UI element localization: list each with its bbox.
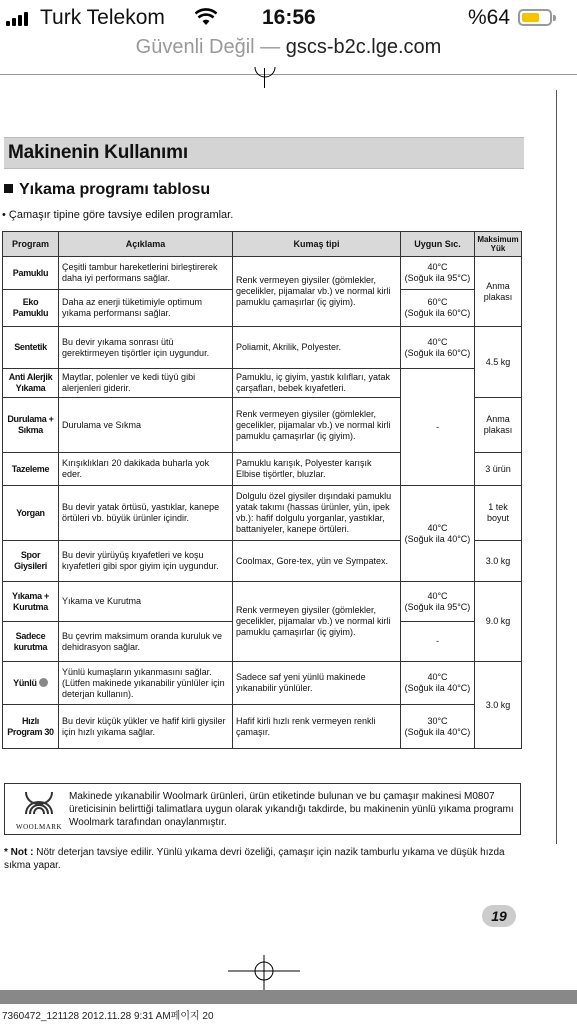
- program-name: Sadece kurutma: [3, 622, 59, 662]
- program-name: Spor Giysileri: [3, 541, 59, 582]
- max-load-cell: 9.0 kg: [475, 582, 522, 662]
- fabric-cell: Renk vermeyen giysiler (gömlekler, gecelikler, pijamalar vb.) ve normal kirli pamuklu çamaşırlar (iç giyim).: [233, 398, 401, 453]
- intro-text: • Çamaşır tipine göre tavsiye edilen programlar.: [2, 209, 234, 221]
- signal-strength-icon: [6, 12, 28, 26]
- woolmark-notice: [4, 783, 521, 835]
- fabric-cell: Coolmax, Gore-tex, yün ve Sympatex.: [233, 541, 401, 582]
- note: * Not : Nötr deterjan tavsiye edilir. Yünlü yıkama devri özeliği, çamaşır için nazik tamburlu yıkama ve düşük hızda sıkma yapar.: [4, 847, 505, 871]
- crop-line: [0, 74, 577, 75]
- wifi-icon: [195, 8, 217, 26]
- url-host: gscs-b2c.lge.com: [285, 36, 442, 58]
- section-title: Yıkama programı tablosu: [4, 181, 210, 199]
- program-name: Sentetik: [3, 327, 59, 369]
- woolmark-text: Makinede yıkanabilir Woolmark ürünleri, ürün etiketinde bulunan ve bu çamaşır makinesi M0807 üreticisinin belirttiği talimatlara uygun olarak yıkandığı takdirde, bu makinenin yünlü yıkama programı Woolmark tarafından onaylanmıştır.: [69, 791, 514, 828]
- status-bar: [0, 0, 577, 36]
- temperature-cell: 40°C (Soğuk ila 95°C): [401, 257, 475, 290]
- column-header: Kumaş tipi: [233, 232, 401, 257]
- program-name: Anti Alerjik Yıkama: [3, 369, 59, 398]
- max-load-cell: 1 tek boyut: [475, 486, 522, 541]
- fabric-cell: Hafif kirli hızlı renk vermeyen renkli çamaşır.: [233, 705, 401, 749]
- print-footer: 7360472_121128 2012.11.28 9:31 AM페이지 20: [2, 1011, 214, 1022]
- registration-mark-icon: [254, 66, 276, 80]
- carrier-name: Turk Telekom: [40, 6, 165, 29]
- fabric-cell: Sadece saf yeni yünlü makinede yıkanabilir yünlüler.: [233, 662, 401, 705]
- description-cell: Bu devir yatak örtüsü, yastıklar, kanepe örtüleri vb. büyük ürünler içindir.: [59, 486, 233, 541]
- max-load-cell: Anma plakası: [475, 398, 522, 453]
- fabric-cell: Pamuklu, iç giyim, yastık kılıfları, yatak çarşafları, bebek kıyafetleri.: [233, 369, 401, 398]
- temperature-cell: 40°C (Soğuk ila 40°C): [401, 486, 475, 582]
- description-cell: Yünlü kumaşların yıkanmasını sağlar. (Lütfen makinede yıkanabilir yünlüler için deterjan kullanın).: [59, 662, 233, 705]
- temperature-cell: 30°C (Soğuk ila 40°C): [401, 705, 475, 749]
- fabric-cell: Dolgulu özel giysiler dışındaki pamuklu yatak takımı (hassas ürünler, yün, ipek vb.): hafif dolgulu yorganlar, yastıklar, battaniyeler, kanepe örtüleri.: [233, 486, 401, 541]
- program-name: Pamuklu: [3, 257, 59, 290]
- description-cell: Kırışıklıkları 20 dakikada buharla yok eder.: [59, 453, 233, 486]
- column-header: Açıklama: [59, 232, 233, 257]
- document-page: [0, 68, 577, 1024]
- max-load-cell: 3 ürün: [475, 453, 522, 486]
- table-row: [3, 705, 522, 749]
- insecure-label: Güvenli Değil —: [135, 36, 281, 58]
- temperature-cell: 60°C (Soğuk ila 60°C): [401, 290, 475, 327]
- table-header-row: [3, 232, 522, 257]
- max-load-cell: 4.5 kg: [475, 327, 522, 398]
- registration-mark-icon: [228, 955, 300, 991]
- temperature-cell: -: [401, 622, 475, 662]
- fabric-cell: Renk vermeyen giysiler (gömlekler, gecelikler, pijamalar vb.) ve normal kirli pamuklu çamaşırlar (iç giyim).: [233, 257, 401, 327]
- description-cell: Yıkama ve Kurutma: [59, 582, 233, 622]
- program-name: Yorgan: [3, 486, 59, 541]
- fabric-cell: Pamuklu karışık, Polyester karışık Elbise tişörtler, bluzlar.: [233, 453, 401, 486]
- note-text: Nötr deterjan tavsiye edilir. Yünlü yıkama devri özeliği, çamaşır için nazik tamburlu yıkama ve düşük hızda sıkma yapar.: [4, 847, 505, 871]
- fabric-cell: Poliamit, Akrilik, Polyester.: [233, 327, 401, 369]
- program-name: Yıkama + Kurutma: [3, 582, 59, 622]
- chapter-header: [4, 137, 524, 169]
- description-cell: Bu devir küçük yükler ve hafif kirli giysiler için hızlı yıkama sağlar.: [59, 705, 233, 749]
- woolmark-logo: [11, 788, 67, 832]
- woolmark-icon: [22, 788, 56, 818]
- bullet-square-icon: [4, 184, 13, 193]
- chapter-title: Makinenin Kullanımı: [8, 142, 188, 163]
- temperature-cell: 40°C (Soğuk ila 95°C): [401, 582, 475, 622]
- program-name: Durulama + Sıkma: [3, 398, 59, 453]
- table-row: [3, 486, 522, 541]
- program-name: Tazeleme: [3, 453, 59, 486]
- program-name: Eko Pamuklu: [3, 290, 59, 327]
- description-cell: Durulama ve Sıkma: [59, 398, 233, 453]
- description-cell: Bu devir yürüyüş kıyafetleri ve koşu kıyafetleri gibi spor giyim için uygundur.: [59, 541, 233, 582]
- wool-icon: [39, 678, 48, 687]
- temperature-cell: -: [401, 369, 475, 486]
- temperature-cell: 40°C (Soğuk ila 40°C): [401, 662, 475, 705]
- woolmark-logo-text: WOOLMARK: [16, 823, 62, 831]
- description-cell: Maytlar, polenler ve kedi tüyü gibi alerjenleri giderir.: [59, 369, 233, 398]
- table-row: [3, 327, 522, 369]
- table-row: [3, 662, 522, 705]
- column-header: Program: [3, 232, 59, 257]
- program-table: [2, 231, 522, 749]
- address-bar[interactable]: [0, 36, 577, 66]
- max-load-cell: 3.0 kg: [475, 662, 522, 749]
- battery-icon: [518, 9, 552, 26]
- description-cell: Çeşitli tambur hareketlerini birleştirerek daha iyi performans sağlar.: [59, 257, 233, 290]
- column-header: Maksimum Yük: [475, 232, 522, 257]
- column-header: Uygun Sıc.: [401, 232, 475, 257]
- footer-strip: [0, 990, 577, 1004]
- page-number: 19: [482, 905, 516, 927]
- fabric-cell: Renk vermeyen giysiler (gömlekler, gecelikler, pijamalar vb.) ve normal kirli pamuklu çamaşırlar (iç giyim).: [233, 582, 401, 662]
- program-name: Yünlü: [3, 662, 59, 705]
- program-name: Hızlı Program 30: [3, 705, 59, 749]
- temperature-cell: 40°C (Soğuk ila 60°C): [401, 327, 475, 369]
- max-load-cell: Anma plakası: [475, 257, 522, 327]
- description-cell: Bu devir yıkama sonrası ütü gerektirmeyen tişörtler için uygundur.: [59, 327, 233, 369]
- description-cell: Daha az enerji tüketimiyle optimum yıkama performansı sağlar.: [59, 290, 233, 327]
- description-cell: Bu çevrim maksimum oranda kuruluk ve dehidrasyon sağlar.: [59, 622, 233, 662]
- battery-percent: %64: [468, 6, 511, 29]
- clock: 16:56: [262, 6, 316, 29]
- table-row: [3, 369, 522, 398]
- right-margin-line: [556, 90, 557, 844]
- max-load-cell: 3.0 kg: [475, 541, 522, 582]
- table-row: [3, 257, 522, 290]
- table-row: [3, 582, 522, 622]
